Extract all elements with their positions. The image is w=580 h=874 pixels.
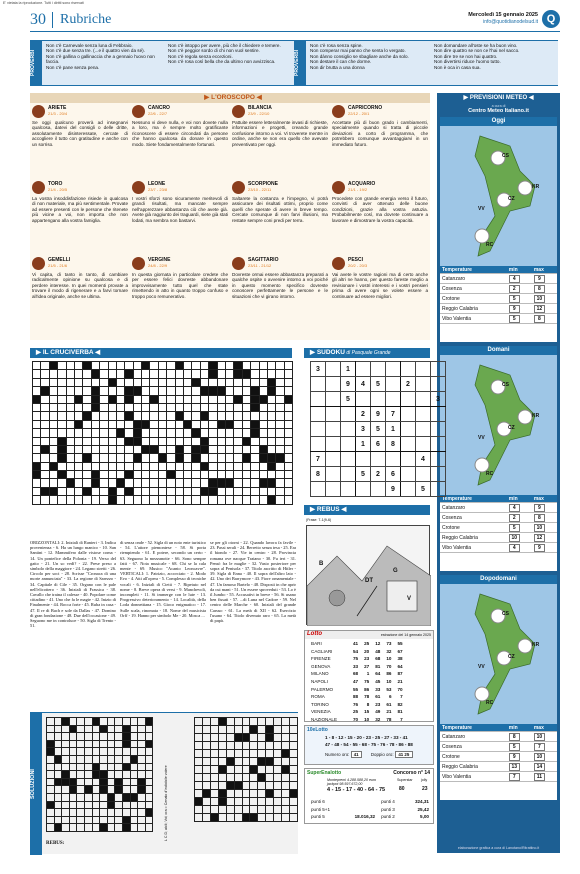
zodiac-icon [332,257,345,270]
zodiac-icon [232,181,245,194]
weather-map: CS KR CZ VV RC [440,126,557,266]
soluzioni-box [30,712,298,854]
superenalotto-logo: SuperEnalotto [307,770,342,776]
zodiac-icon [332,105,345,118]
zodiac-icon [32,257,45,270]
zodiac-icon [32,181,45,194]
clues-col-1: ORIZZONTALI: 2. Iniziali di Ranieri - 3. Indica provenienza - 6. Ha un lungo manico - 10. San Santini - 12. Mammifero dalle vistose corna - 14. Un pontefice della Polonia - 19. Verso del gatto - 21. Un so vedì? - 22. Prese preso a simbolo della maggiore - 24. Legano stretti - 26. Circolo per soci - 28. Scrisse "Cronaca di una morte annunciata" - 33. La regione di Sarezzo - 34. Capitale di Cile - 35. Organo con le pale nell'elicottero - 36. Iniziali di Frassica - 38. Cavallo che traina il calesse - 40. Popolare come cittadino - 41. Uno che fa le magie - 42. Inizio di Finalmente - 44. Rocca forte - 45. Ruba in casa - 47. Il re di Bach e sole da Dallas - 47. Domino di gran fondazione - 48. Due dell'occasione - 49. Seguono me in controluce - 50. Sigla di Trento - 51. [30,540,116,629]
proverbi-col-3: Non c'è rosa senza spine. Non comperar mai panno che senta lo vergato. Non dànno consiglio se sbagliare anche da solo. Non destare il can che dorme. Non dir brutta a una donna [310,43,409,70]
weather-map: CS KR CZ VV RC [440,584,557,724]
lotto-estrazione: estrazione del 14 gennaio 2025 [380,633,431,637]
weather-map: CS KR CZ VV RC [440,355,557,495]
newspaper-logo: Q [542,10,560,28]
proverbi-col-1: Non c'è Carnevale senza luna di Febbraio. Non c'è due senza tre. (...e il quattro vien da sé). Non c'è gallina o gallinaccia che a gennaio l'uovo non faccia. Non c'è pane senza pena. [46,43,155,70]
rebus-solution: L C D; abili; Vol; ora = Cenato d'indicibile volere [164,765,168,841]
zodiac-icon [32,105,45,118]
zodiac-icon [232,257,245,270]
meteo-title: ▶ PREVISIONI METEO ◀ [463,95,534,101]
rebus-solution-label: REBUS: [46,841,65,846]
sign-gemelli: GEMELLI 21/5 - 21/6 Vi capita, di tanto in tanto, di cambiare radicalmente opinione su qualcosa e di perdere interesse. In quei momenti provate a trovare il modo di rigenerare e a farvi tornare all'idea originale, anche se ultima. [32,257,128,299]
lotto-logo: Lotto [307,631,322,637]
sign-cancro: CANCRO 22/6 - 22/7 Nessuno vi deve nulla, e voi non dovete nulla a loro, ma è sempre molto gratificante riconoscere di essere circondati da persone che hanno qualcosa da donare in questo modo. Siete fondamentalmente fortunati. [132,105,228,147]
proverbi-label-2: PROVERBI [294,41,306,85]
crossword-grid[interactable] [32,361,293,505]
sudoku-grid[interactable]: 3 1 9 4 5 2 5 3 2 9 7 3 5 1 1 6 8 7 4 8 5 2 6 9 5 [310,361,446,497]
soluzioni-label: SOLUZIONI [30,713,42,855]
sign-vergine: VERGINE 24/8 - 22/9 In questa giornata in particolare credete che per essere felici dovreste abbandonare improvvisamente tutto quel che state rimettendo in atto in quanto troppo confuso e troppo poco remunerativo. [132,257,228,299]
sign-acquario: ACQUARIO 21/1 - 19/2 Procedete con grande energia verso il futuro, convinti di aver ottenuto delle buone condizioni, grazie alla vostra astuzia. Probabilmente così, ma dovrete continuare a lavorare e dimostrare la vostra capacità. [332,181,428,223]
cruciverba-title: ▶ IL CRUCIVERBA ◀ [30,348,292,358]
sign-toro: TORO 21/4 - 20/5 La vostra insoddisfazione risiede in qualcosa di non materiale, ma più sentimentale. Provate ad essere presenti con le persone che ritenete più vicine a voi, non importa che non appartengano alla vostra famiglia. [32,181,128,223]
diecielotto-logo: 10eLotto [307,727,328,733]
rebus-title: ▶ REBUS ◀ [304,505,430,515]
zodiac-icon [132,181,145,194]
solution-sudoku [194,717,298,822]
meteo-panel-2: Dopodomani CS KR CZ VV RC Temperature min max Catanzaro 8 10 Cosenza 5 7 Crotone 9 10 Reggio Calabria 13 14 Vibo Valentia 7 11 [440,575,557,800]
meteo-provider: Centro Meteo Italiano.it [468,108,529,115]
sudoku-title: ▶ SUDOKU di Pasquale Grande [304,348,430,358]
sign-bilancia: BILANCIA 23/9 - 22/10 Pattuite essere letteralmente invasi di richieste, informazioni e progetti, creando grande confusione intorno a voi. Vi troverete mentre in ordine, anche se non era quello che avevate preventivato per oggi. [232,105,329,147]
proverbi-col-2: Non c'è intoppo per avere, più che il chiedere e temere. Non c'è peggior sordo di chi non vuol sentire. Non c'è regola senza eccezioni. Non c'è rosa così bella che da ultimo non avvizzisca. [168,43,281,65]
zodiac-icon [132,105,145,118]
zodiac-icon [232,105,245,118]
clues-col-3: se per gli otorni - 22. Quando lavora fa favile - 23. Passi serali - 24. Berretto senza tesa - 25. Era il biondo - 27. Vie in centro - 28. Provincia romana ove nacque Traiano - 30. Fu ieri - 31. Pensò fra le maglie - 32. Vasto posteriore per sopra al Penisola - 37. Titolo ascritto di Hitler - 39. Sigla di Enna - 40. Il sopra dell'altro lato - 42. Uno dei Barrymore - 43. Fiore ornamentale - 47. Un famoso Bartelo - 48. Disposti in che aprir da cui mani - 51. Un essere sproveduti - 53. Lo è il Jumbo - 55. Accusativi in breve - 56. Si usano ben fissati - 57. ...di Luna nel Cadore - 59. Nel centro delle Marche - 60. Iniziali del grande Caruso - 61. La metà di XII - 62. Esercizio l'usano - 64. Titolo divenuto raro - 65. La metà di papà. [210,540,296,624]
proverbi-label: PROVERBI [30,41,42,85]
oroscopo-section [30,93,430,340]
superenalotto-concorso: Concorso n° 14 [393,770,430,776]
meteo-section [437,93,560,853]
clues-col-2: di senza onde - 52. Sigla di un noto ente turistico - 54. L'attore piemontese - 58. Si porta riempiendo - 61. E potere, secondo un certo - 63. Seguono la mezzanotte - 66. Sono sempre fatti - 67. Nota musicale - 68. Chi se la cala mente - 69. Musico "Acanto Leoncavre". VERTICALI: 1. Patrizio, accorciato - 2. Modo Evo - 4. Atti all'opera - 5. Complesso di tecniche vocali - 6. Iniziali di Cietti - 7. Ripetuto nel nome - 8. Breve opera di versi - 9. Manchevoli, incompleti - 11. Si immerge con le lute - 13. Progressivo deterioramento - 14. Località, della Loda donnettiana - 15. Gioco enigmatico - 17. Sulle scala, rinomata - 18. Nome del musicista Orff - 19. Hanno per simbolo Me - 20. Mosca ... [120,540,206,618]
proverbi-col-4: Non domandare all'oste se ha buon vino. Non dire quattro se non ce l'hai nel sacco. Non dire tre se non hai quattro. Non divertirsi riduce l'uomo tutto. Non è oca in casa sua. [434,43,520,70]
rebus-frase: (Frase: 7-1(9-6) [306,518,332,522]
superenalotto-numbers: 4 - 15 - 17 - 40 - 64 - 75 [327,787,386,793]
page-header [30,10,560,32]
diecielotto-box: 10eLotto 1 - 8 - 12 - 15 - 20 - 23 - 25 - 27 - 33 - 41 47 - 48 - 54 - 55 - 68 - 75 - 76 - 78 - 86 - 88 Numero oro: 41 Doppio oro: 41 25 [304,725,434,765]
meteo-credit: elaborazione grafica a cura di Lanotano/Ritrattino.it [457,845,540,850]
sign-scorpione: SCORPIONE 23/10 - 22/11 Saltarete la costanza e l'impegno, vi potrà assicurare dei risultati ottimi, proprio come quelli che sperate di avere in breve tempo. Cercate comunque di non farvi illusioni, ma restate sempre coni predi per terra. [232,181,328,223]
rebus-image: B DT G V [306,525,430,625]
meteo-subtitle: a cura di [491,104,506,108]
sign-pesci: PESCI 20/2 - 20/3 Vai avete le vostre ragioni ma di certo anche gli altri ne hanno, per questo fareste meglio a revisionare i vostri interessi e i vostri pensieri prima di avere ogni se volete essere a continuare ad essere migliori. [332,257,428,299]
solution-crossword [46,717,153,832]
copyright-note: E' vietata la riproduzione. Tutti i diritti sono riservati [3,1,84,5]
sign-ariete: ARIETE 21/3 - 20/4 Se oggi qualcuno proverà ad insegnarvi qualcosa, datevi del consigli o delle dritte, assolutamente disinteressate, cercate di accogliere il tutto con gratitudine e anche con un sorriso. [32,105,128,147]
diecielotto-numbers: 1 - 8 - 12 - 15 - 20 - 23 - 25 - 27 - 33 - 41 [325,735,408,740]
zodiac-icon [132,257,145,270]
superenalotto-box: SuperEnalotto Concorso n° 14 Montepremi 4.288.588,20 euro jackpot 98.597.672,00 4 - 15 - 17 - 40 - 64 - 75 Superstar jolly 80 23 punti 6 punti 4 324,31 punti 5+1 punti 3 25,42 punti 5 18.016,32 punti 2 5,00 [304,768,434,824]
diecielotto-numbers-2: 47 - 48 - 54 - 55 - 68 - 75 - 76 - 78 - 86 - 88 [325,742,413,747]
page-number: 30 [30,11,46,28]
meteo-panel-1: Domani CS KR CZ VV RC Temperature min max Catanzaro 4 9 Cosenza 2 8 Crotone 5 10 Reggio Calabria 10 12 Vibo Valentia 4 9 [440,346,557,571]
section-title: Rubriche [60,12,112,27]
proverbi-box [30,40,558,86]
zodiac-icon [332,181,345,194]
sign-capricorno: CAPRICORNO 22/12 - 20/1 Accettate più di buon grado i cambiamenti, specialmente quando si tratta di piccole deviazioni a corto di programma, che potrebbero comunque avvantaggiarvi in un immediato futuro. [332,105,428,147]
meteo-panel-0: Oggi CS KR CZ VV RC Temperature min max Catanzaro 4 9 Cosenza 2 8 Crotone 5 10 Reggio Calabria 9 12 Vibo Valentia 5 8 [440,117,557,342]
header-date: Mercoledì 15 gennaio 2025 [468,12,538,18]
header-email[interactable]: info@quotidianodelsud.it [483,19,538,25]
oroscopo-title: ▶ L'OROSCOPO ◀ [30,93,430,103]
sign-sagittario: SAGITTARIO 23/11 - 21/12 Dovreste ormai essere abbastanza preparati a qualche ospite o avvenire intorno a voi poiché in questo momento specifico dovreste conoscere perfettamente le persone e le situazioni che vi girano intorno. [232,257,328,299]
lotto-box: Lotto estrazione del 14 gennaio 2025 BARI 41 25 12 73 55 CAGLIARI 54 20 48 32 67 FIRENZE 75 23 68 10 38 GENOVA 33 27 81 70 64 MILANO 68 1 64 86 87 NAPOLI 47 75 45 10 21 PALERMO 55 86 33 53 70 ROMA 88 78 61 6 7 TORINO 76 8 23 61 82 VENEZIA 25 15 49 21 81 NAZIONALE 70 10 32 78 7 [304,630,434,722]
sign-leone: LEONE 23/7 - 23/8 I vostri sforzi sono sicuramente meritevoli di grandi risultati, ma mancate sempre nell'apprezzare abbastanza ciò che avete già. Avete già raggiunto dei traguardi, siete già stati lodati, ma sembra non bastarvi. [132,181,228,223]
